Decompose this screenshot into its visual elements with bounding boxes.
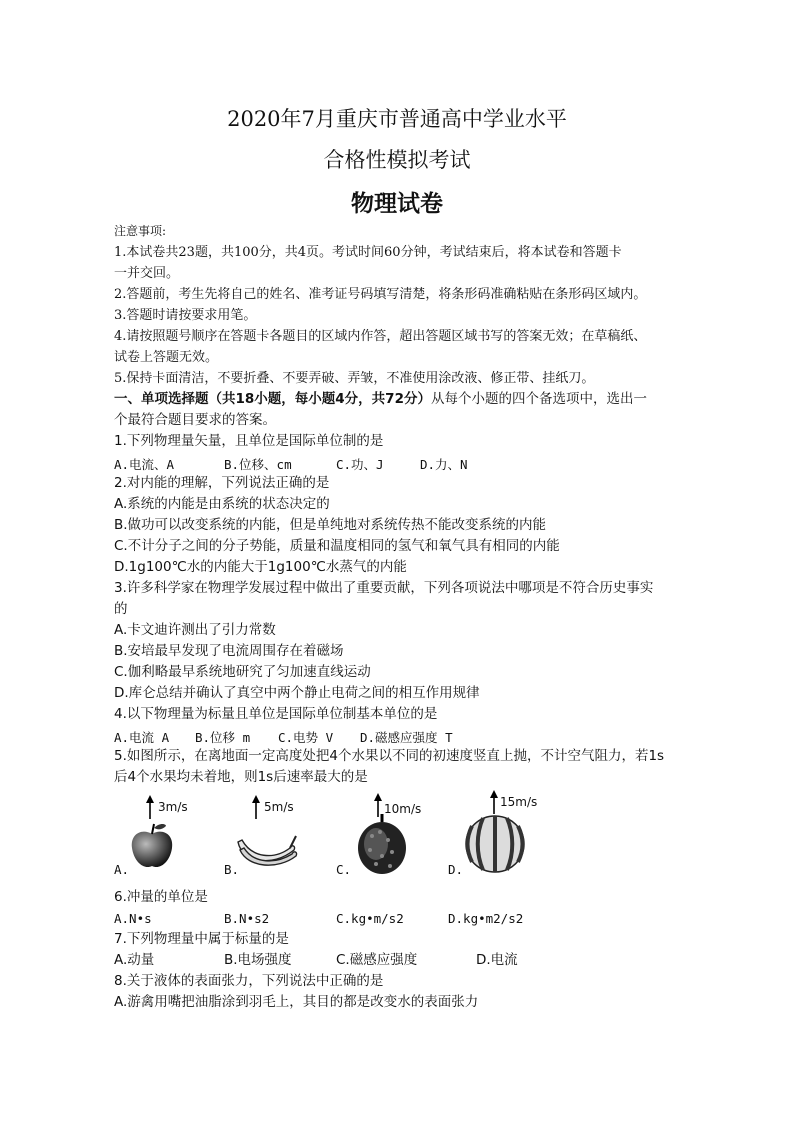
q5-option-c: C. bbox=[336, 862, 352, 877]
q2-option-c: C.不计分子之间的分子势能，质量和温度相同的氢气和氧气具有相同的内能 bbox=[114, 538, 560, 554]
q4-stem: 4.以下物理量为标量且单位是国际单位制基本单位的是 bbox=[114, 706, 438, 722]
up-arrow-icon bbox=[144, 795, 156, 819]
q8-option-a: A.游禽用嘴把油脂涂到羽毛上，其目的都是改变水的表面张力 bbox=[114, 994, 479, 1010]
q3-option-b: B.安培最早发现了电流周围存在着磁场 bbox=[114, 643, 344, 659]
q7-option-d: D.电流 bbox=[476, 952, 518, 968]
q7-stem: 7.下列物理量中属于标量的是 bbox=[114, 931, 289, 947]
notice-line: 2.答题前，考生先将自己的姓名、准考证号码填写清楚，将条形码准确粘贴在条形码区域内。 bbox=[114, 287, 647, 302]
q6-stem: 6.冲量的单位是 bbox=[114, 889, 208, 905]
q2-option-d: D.1g100℃水的内能大于1g100℃水蒸气的内能 bbox=[114, 559, 407, 575]
q5-stem: 5.如图所示，在离地面一定高度处把4个水果以不同的初速度竖直上抛，不计空气阻力，若1s bbox=[114, 748, 665, 764]
q3-stem-cont: 的 bbox=[114, 601, 128, 617]
banana-icon bbox=[234, 828, 300, 870]
q5-option-a: A. bbox=[114, 862, 130, 877]
notice-line: 试卷上答题无效。 bbox=[114, 350, 219, 365]
q4-option-d: D.磁感应强度 T bbox=[360, 730, 453, 745]
q6-option-d: D.kg•m2/s2 bbox=[448, 911, 524, 926]
q5-speed-d: 15m/s bbox=[500, 795, 538, 809]
q2-stem: 2.对内能的理解，下列说法正确的是 bbox=[114, 475, 330, 491]
apple-icon bbox=[128, 822, 176, 870]
notice-line: 5.保持卡面清洁，不要折叠、不要弄破、弄皱，不准使用涂改液、修正带、挂纸刀。 bbox=[114, 371, 595, 386]
q5-speed-a: 3m/s bbox=[158, 800, 188, 814]
q3-option-c: C.伽利略最早系统地研究了匀加速直线运动 bbox=[114, 664, 371, 680]
q5-speed-c: 10m/s bbox=[384, 802, 422, 816]
q6-option-b: B.N•s2 bbox=[224, 911, 270, 926]
q4-option-b: B.位移 m bbox=[195, 730, 251, 745]
section-heading bbox=[114, 391, 647, 408]
exam-subject-title: 物理试卷 bbox=[351, 190, 443, 217]
durian-icon bbox=[352, 812, 412, 876]
q3-option-a: A.卡文迪许测出了引力常数 bbox=[114, 622, 276, 638]
q7-option-c: C.磁感应强度 bbox=[336, 952, 418, 968]
exam-title-line2: 合格性模拟考试 bbox=[323, 148, 471, 172]
q2-option-a: A.系统的内能是由系统的状态决定的 bbox=[114, 496, 330, 512]
notice-line: 一并交回。 bbox=[114, 266, 180, 281]
q7-option-a: A.动量 bbox=[114, 952, 155, 968]
q1-option-d: D.力、N bbox=[420, 457, 468, 472]
notice-line: 3.答题时请按要求用笔。 bbox=[114, 308, 257, 323]
q5-speed-b: 5m/s bbox=[264, 800, 294, 814]
q1-option-a: A.电流、A bbox=[114, 457, 175, 472]
q1-stem: 1.下列物理量矢量，且单位是国际单位制的是 bbox=[114, 433, 384, 449]
watermelon-icon bbox=[464, 814, 526, 874]
q4-option-c: C.电势 V bbox=[278, 730, 334, 745]
q3-option-d: D.库仑总结并确认了真空中两个静止电荷之间的相互作用规律 bbox=[114, 685, 480, 701]
section-heading-rest: 从每个小题的四个备选项中，选出一 bbox=[430, 391, 647, 407]
q1-option-c: C.功、J bbox=[336, 457, 384, 472]
q3-stem: 3.许多科学家在物理学发展过程中做出了重要贡献，下列各项说法中哪项是不符合历史事实 bbox=[114, 580, 654, 596]
notice-line: 4.请按照题号顺序在答题卡各题目的区域内作答，超出答题区域书写的答案无效；在草稿纸、 bbox=[114, 329, 647, 344]
q7-option-b: B.电场强度 bbox=[224, 952, 292, 968]
q2-option-b: B.做功可以改变系统的内能，但是单纯地对系统传热不能改变系统的内能 bbox=[114, 517, 547, 533]
q5-option-b: B. bbox=[224, 862, 240, 877]
exam-title-line1: 2020年7月重庆市普通高中学业水平 bbox=[227, 107, 567, 131]
section-heading-bold: 一、单项选择题（共18小题，每小题4分，共72分） bbox=[114, 391, 431, 407]
section-heading-line2: 个最符合题目要求的答案。 bbox=[114, 412, 276, 428]
q4-option-a: A.电流 A bbox=[114, 730, 170, 745]
q8-stem: 8.关于液体的表面张力，下列说法中正确的是 bbox=[114, 973, 384, 989]
notice-line: 1.本试卷共23题，共100分，共4页。考试时间60分钟，考试结束后，将本试卷和答题卡 bbox=[114, 245, 622, 260]
notice-title: 注意事项: bbox=[114, 224, 167, 238]
q5-option-d: D. bbox=[448, 862, 464, 877]
q6-option-a: A.N•s bbox=[114, 911, 152, 926]
q6-option-c: C.kg•m/s2 bbox=[336, 911, 404, 926]
q5-stem-cont: 后4个水果均未着地，则1s后速率最大的是 bbox=[114, 769, 368, 785]
up-arrow-icon bbox=[250, 795, 262, 819]
q1-option-b: B.位移、cm bbox=[224, 457, 292, 472]
up-arrow-icon bbox=[488, 790, 500, 814]
